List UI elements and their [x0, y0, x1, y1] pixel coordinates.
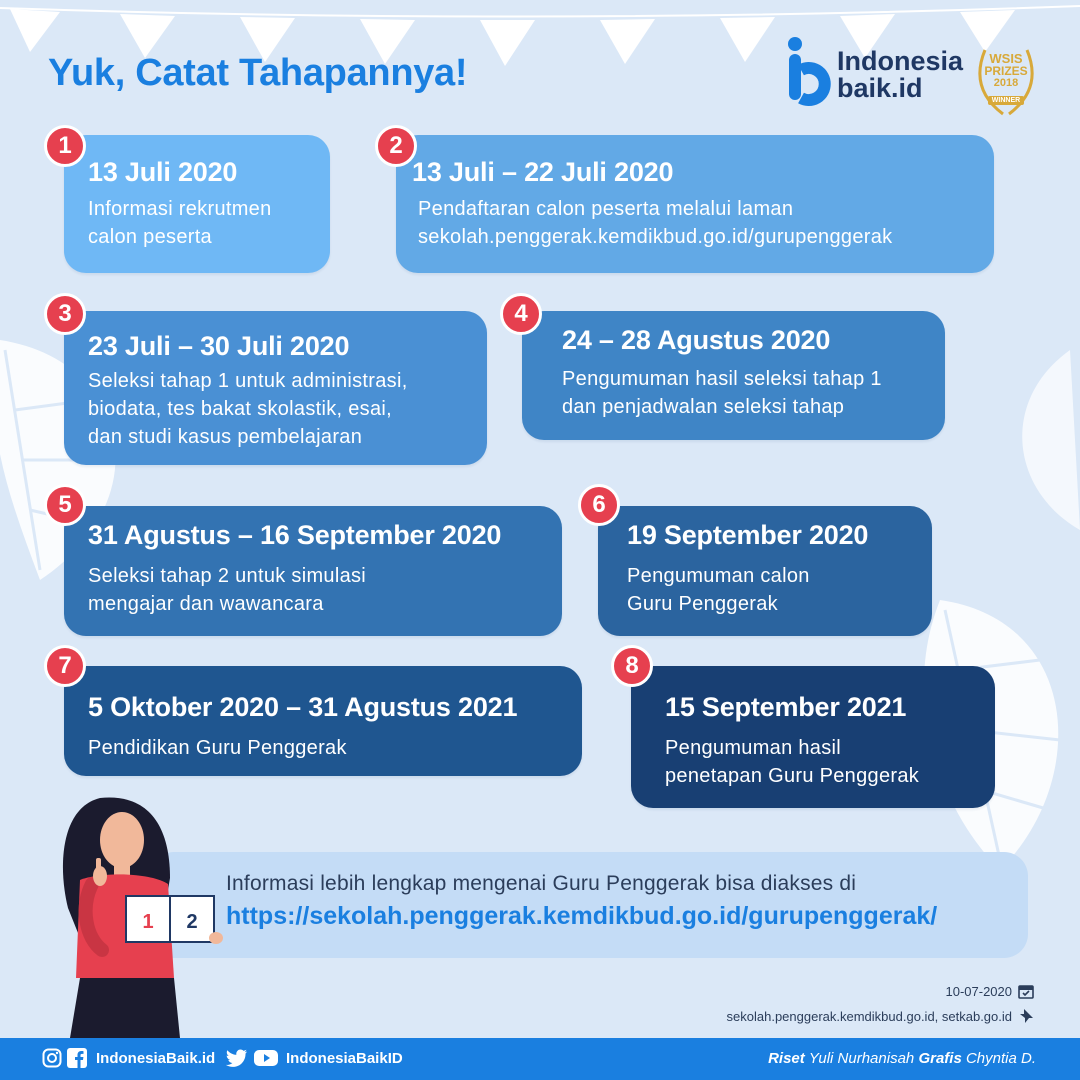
award-line-3: 2018 [993, 77, 1019, 89]
twitter-icon[interactable] [226, 1048, 248, 1068]
timeline-card-1 [64, 135, 330, 273]
timeline-desc-line: sekolah.penggerak.kemdikbud.go.id/gurupenggerak [418, 226, 893, 248]
grafis-label: Grafis [918, 1050, 962, 1067]
pin-icon [1018, 1008, 1034, 1024]
wsis-award-badge [975, 44, 1037, 118]
award-line-1: WSIS [989, 51, 1023, 66]
source-text: sekolah.penggerak.kemdikbud.go.id, setkab.go.id [726, 1009, 1012, 1024]
timeline-desc-line: Pengumuman calon [627, 565, 810, 587]
footer-bar [0, 1038, 1080, 1080]
credits [768, 1050, 1036, 1067]
leaf-right-top-decoration [1000, 340, 1080, 540]
timeline-desc-line: Pengumuman hasil [665, 737, 842, 759]
book-page-right: 2 [186, 911, 198, 933]
step-number-badge: 2 [375, 125, 417, 167]
footer-handle-2[interactable]: IndonesiaBaikID [286, 1050, 403, 1067]
riset-label: Riset [768, 1050, 805, 1067]
riset-name: Yuli Nurhanisah [808, 1050, 915, 1067]
step-number-badge: 8 [611, 645, 653, 687]
timeline-card-2 [396, 135, 994, 273]
facebook-icon[interactable] [67, 1048, 87, 1068]
teacher-illustration [40, 788, 240, 1038]
youtube-icon[interactable] [254, 1048, 278, 1068]
grafis-name: Chyntia D. [965, 1050, 1036, 1067]
timeline-desc-line: Pengumuman hasil seleksi tahap 1 [562, 368, 882, 390]
award-line-4: WINNER [988, 96, 1024, 105]
indonesiabaik-logo-icon [785, 36, 833, 108]
more-info-link[interactable]: https://sekolah.penggerak.kemdikbud.go.id/gurupenggerak/ [226, 902, 938, 930]
timeline-desc-line: calon peserta [88, 226, 212, 248]
open-book-icon [126, 896, 214, 942]
timeline-desc-line: Pendaftaran calon peserta melalui laman [418, 198, 794, 220]
timeline-card-4 [522, 311, 945, 440]
timeline-date: 19 September 2020 [627, 520, 869, 550]
timeline-date: 23 Juli – 30 Juli 2020 [88, 331, 350, 361]
footer-handle-1[interactable]: IndonesiaBaik.id [96, 1050, 216, 1067]
timeline-date: 5 Oktober 2020 – 31 Agustus 2021 [88, 692, 518, 722]
timeline-card-6 [598, 506, 932, 636]
step-number-badge: 5 [44, 484, 86, 526]
award-line-2: PRIZES [984, 64, 1028, 78]
timeline-desc-line: Informasi rekrutmen [88, 198, 272, 220]
book-page-left: 1 [142, 911, 154, 933]
calendar-icon [1018, 983, 1034, 999]
step-number-badge: 4 [500, 293, 542, 335]
publish-date: 10-07-2020 [945, 984, 1012, 999]
timeline-desc-line: dan penjadwalan seleksi tahap [562, 396, 845, 418]
timeline-desc-line: mengajar dan wawancara [88, 593, 324, 615]
laurel-icon [975, 44, 1037, 118]
timeline-desc-line: Guru Penggerak [627, 593, 778, 615]
logo-line-1: Indonesia [837, 46, 964, 76]
timeline-card-3 [64, 311, 487, 465]
indonesiabaik-logo [785, 36, 970, 108]
step-number-badge: 7 [44, 645, 86, 687]
step-number-badge: 3 [44, 293, 86, 335]
timeline-card-5 [64, 506, 562, 636]
page-title: Yuk, Catat Tahapannya! [48, 52, 468, 94]
step-number-badge: 1 [44, 125, 86, 167]
timeline-date: 13 Juli 2020 [88, 157, 238, 187]
timeline-date: 15 September 2021 [665, 692, 907, 722]
instagram-icon[interactable] [42, 1048, 62, 1068]
step-number-badge: 6 [578, 484, 620, 526]
more-info-text: Informasi lebih lengkap mengenai Guru Penggerak bisa diakses di [226, 872, 857, 895]
timeline-desc-line: biodata, tes bakat skolastik, esai, [88, 398, 392, 420]
timeline-desc-line: Seleksi tahap 1 untuk administrasi, [88, 370, 408, 392]
more-info-box [150, 852, 1028, 958]
timeline-desc-line: dan studi kasus pembelajaran [88, 426, 363, 448]
timeline-desc-line: Pendidikan Guru Penggerak [88, 737, 347, 759]
timeline-date: 31 Agustus – 16 September 2020 [88, 520, 502, 550]
timeline-desc-line: Seleksi tahap 2 untuk simulasi [88, 565, 367, 587]
timeline-card-7 [64, 666, 582, 776]
timeline-date: 13 Juli – 22 Juli 2020 [412, 157, 674, 187]
timeline-card-8 [631, 666, 995, 808]
logo-line-2: baik.id [837, 73, 923, 103]
timeline-desc-line: penetapan Guru Penggerak [665, 765, 920, 787]
timeline-date: 24 – 28 Agustus 2020 [562, 325, 831, 355]
